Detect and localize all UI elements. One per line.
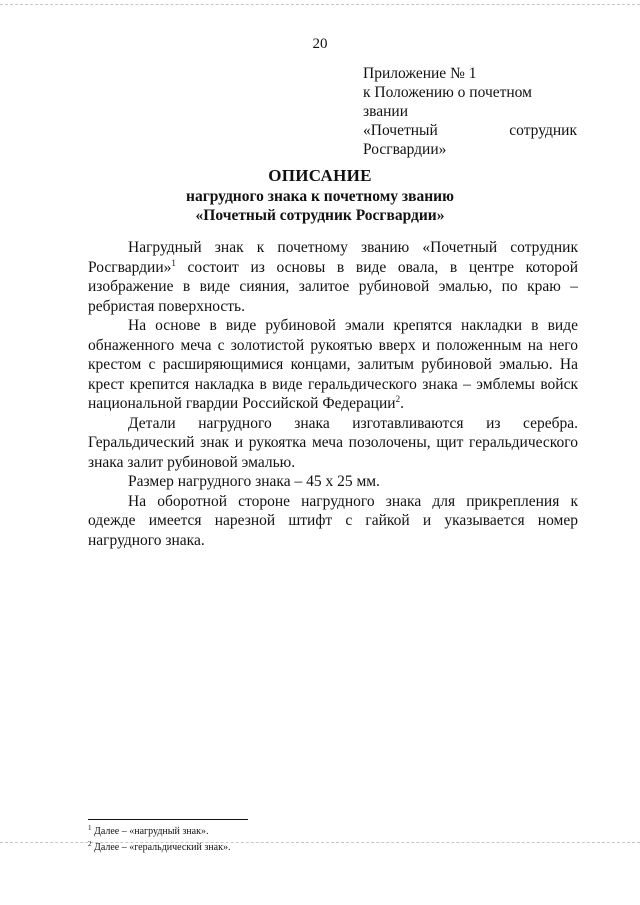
document-title: ОПИСАНИЕ	[268, 166, 372, 185]
page-number: 20	[312, 36, 328, 52]
paragraph-5: На оборотной стороне нагрудного знака для прикрепления к одежде имеется нарезной штифт с гайкой и указывается номер нагрудного знака.	[88, 492, 578, 549]
appendix-line-3: «Почетный сотрудник	[363, 122, 577, 139]
paragraph-1-text-end: состоит из основы в виде овала, в центре которой изображение в виде сияния, залитое рубиновой эмалью, по краю – ребристая поверхность.	[88, 258, 578, 315]
paragraph-2-text-end: .	[400, 395, 404, 412]
footnote-1-text: Далее – «нагрудный знак».	[91, 826, 209, 837]
footnote-2	[88, 842, 230, 854]
footnote-separator	[88, 819, 248, 820]
footnote-1	[88, 826, 208, 838]
footnote-ref-2: 2	[395, 394, 401, 404]
footnote-2-mark: 2	[88, 840, 92, 848]
paragraph-2-text-start: На основе в виде рубиновой эмали крепятся накладки в виде обнаженного меча с золотистой рукоятью вверх и положенным на него крестом с расширяющимися концами, залитым рубиновой эмалью. На крест крепится накладка в виде геральдического знака – эмблемы войск национальной гвардии Российской Федерации	[88, 317, 578, 412]
title-block	[0, 165, 640, 225]
document-subtitle-1: нагрудного знака к почетному званию	[186, 188, 454, 205]
footnote-ref-1: 1	[171, 257, 176, 268]
paragraph-1	[88, 238, 578, 316]
scan-top-edge	[0, 4, 640, 5]
appendix-line-1: Приложение № 1	[363, 65, 477, 82]
body-text	[88, 238, 578, 550]
appendix-header	[363, 64, 577, 159]
paragraph-3: Детали нагрудного знака изготавливаются из серебра. Геральдический знак и рукоятка меча позолочены, щит геральдического знака залит рубиновой эмалью.	[88, 414, 578, 471]
appendix-line-4: Росгвардии»	[363, 141, 447, 158]
footnote-2-text: Далее – «геральдический знак».	[91, 842, 231, 853]
paragraph-2	[88, 316, 578, 414]
appendix-line-2: к Положению о почетном звании	[363, 84, 532, 120]
document-subtitle-2: «Почетный сотрудник Росгвардии»	[195, 207, 445, 224]
paragraph-4: Размер нагрудного знака – 45 х 25 мм.	[128, 473, 380, 490]
paragraph-1-text-start: Нагрудный знак к почетному званию «Почетный сотрудник Росгвардии»	[88, 239, 578, 276]
footnote-1-mark: 1	[88, 824, 92, 832]
